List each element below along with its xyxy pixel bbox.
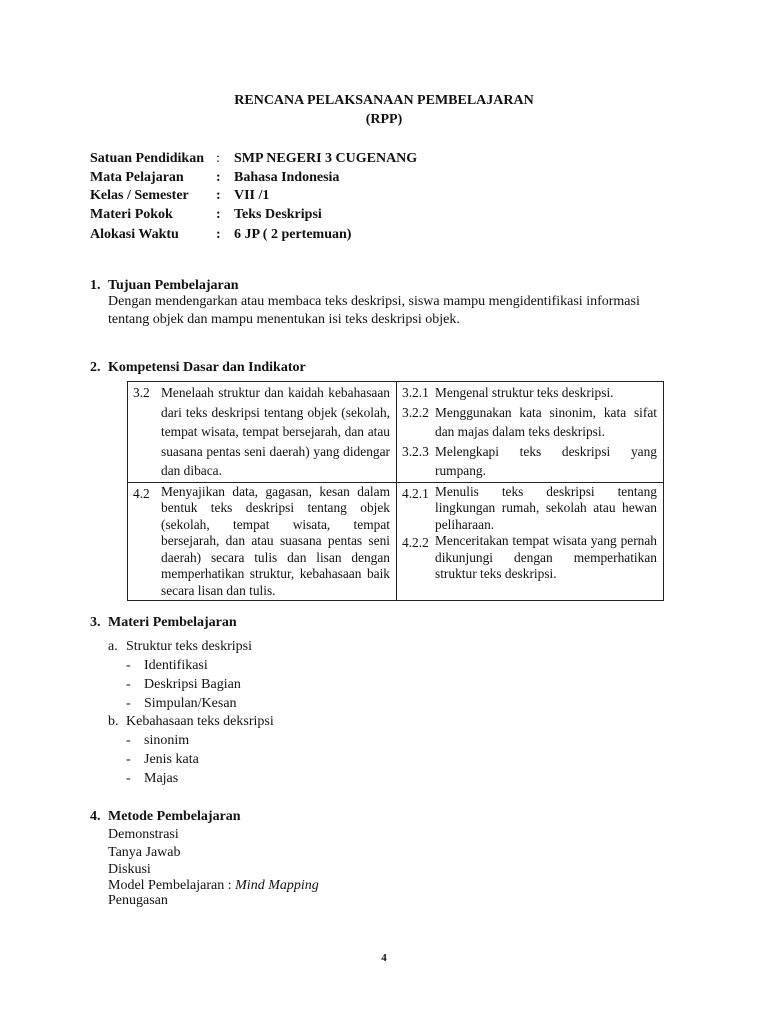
identity-colon: : [216, 151, 220, 166]
section-title: Kompetensi Dasar dan Indikator [108, 360, 306, 375]
list-text: Simpulan/Kesan [144, 696, 237, 711]
indicator-text: Menggunakan kata sinonim, kata sifat dan majas dalam teks deskripsi. [435, 404, 657, 439]
indicator-number: 4.2.1 [402, 485, 429, 501]
identity-value: SMP NEGERI 3 CUGENANG [234, 151, 418, 166]
identity-colon: : [216, 207, 221, 222]
section-title: Tujuan Pembelajaran [108, 278, 239, 293]
indicator-cell [397, 382, 664, 483]
identity-row-satuan [90, 150, 690, 169]
bullet-dash: - [126, 771, 131, 786]
model-label: Model Pembelajaran : [108, 878, 236, 893]
list-key: a. [108, 639, 118, 654]
metode-item: Tanya Jawab [108, 845, 181, 860]
identity-row-mapel [90, 169, 690, 188]
section-number: 3. [90, 615, 101, 630]
identity-value: Teks Deskripsi [234, 207, 322, 222]
indicator-text: Melengkapi teks deskripsi yang rumpang. [435, 443, 657, 478]
identity-row-alokasi [90, 226, 690, 245]
table-row [128, 482, 664, 601]
identity-label: Alokasi Waktu [90, 227, 179, 242]
indicator-number: 3.2.2 [402, 404, 429, 420]
kd-number: 4.2 [133, 485, 150, 501]
list-text: Jenis kata [144, 752, 199, 767]
indicator-number: 3.2.1 [402, 385, 429, 400]
kd-text: Menyajikan data, gagasan, kesan dalam bentuk teks deskripsi tentang objek (sekolah, tempat wisata, tempat bersejarah, dan atau suasana pentas seni daerah) secara tulis dan lisan dengan memperhatikan struktur, kebahasaan baik secara lisan dan tulis. [161, 483, 390, 598]
bullet-dash: - [126, 733, 131, 748]
metode-item: Demonstrasi [108, 827, 179, 842]
bullet-dash: - [126, 752, 131, 767]
kompetensi-table [127, 381, 664, 601]
model-value: Mind Mapping [235, 878, 319, 893]
identity-row-materi [90, 206, 690, 225]
identity-colon: : [216, 170, 221, 185]
section-number: 2. [90, 360, 101, 375]
kd-cell [128, 482, 397, 601]
identity-colon: : [216, 188, 221, 203]
table-row [128, 382, 664, 483]
indicator-item [402, 383, 657, 403]
identity-label: Materi Pokok [90, 207, 173, 222]
section-title: Materi Pembelajaran [108, 615, 237, 630]
indicator-item [402, 484, 657, 534]
list-text: Struktur teks deskripsi [126, 639, 252, 654]
kd-text: Menelaah struktur dan kaidah kebahasaan dari teks deskripsi tentang objek (sekolah, tempat wisata, tempat bersejarah, dan atau suasana pentas seni daerah) yang didengar dan dibaca. [161, 385, 390, 478]
indicator-text: Menceritakan tempat wisata yang pernah dikunjungi dengan memperhatikan struktur teks deskripsi. [435, 533, 657, 581]
document-title: RENCANA PELAKSANAAN PEMBELAJARAN [234, 93, 534, 108]
identity-value: 6 JP ( 2 pertemuan) [234, 227, 352, 242]
list-text: sinonim [144, 733, 190, 748]
section-number: 1. [90, 278, 101, 293]
identity-label: Mata Pelajaran [90, 170, 184, 185]
page-number: 4 [381, 952, 387, 964]
metode-item: Penugasan [108, 893, 168, 908]
indicator-number: 3.2.3 [402, 443, 429, 459]
indicator-cell [397, 482, 664, 601]
metode-item: Diskusi [108, 862, 151, 877]
list-text: Identifikasi [144, 658, 208, 673]
bullet-dash: - [126, 696, 131, 711]
list-text: Deskripsi Bagian [144, 677, 241, 692]
bullet-dash: - [126, 677, 131, 692]
kd-cell [128, 382, 397, 483]
identity-label: Satuan Pendidikan [90, 151, 204, 166]
indicator-item [402, 533, 657, 583]
indicator-item [402, 442, 657, 481]
tujuan-paragraph: Dengan mendengarkan atau membaca teks deskripsi, siswa mampu mengidentifikasi informasi tentang objek dan mampu menentukan isi teks deskripsi objek. [108, 294, 640, 327]
identity-value: VII /1 [234, 188, 270, 203]
indicator-number: 4.2.2 [402, 535, 429, 550]
indicator-item [402, 403, 657, 442]
section-number: 4. [90, 809, 101, 824]
identity-colon: : [216, 227, 221, 242]
bullet-dash: - [126, 658, 131, 673]
list-text: Kebahasaan teks deksripsi [126, 714, 274, 729]
indicator-text: Menulis teks deskripsi tentang lingkungan rumah, sekolah atau hewan peliharaan. [435, 483, 657, 532]
identity-row-kelas [90, 187, 690, 206]
identity-value: Bahasa Indonesia [234, 170, 340, 185]
list-key: b. [108, 714, 119, 729]
identity-label: Kelas / Semester [90, 188, 189, 203]
document-subtitle: (RPP) [365, 112, 403, 127]
section-title: Metode Pembelajaran [108, 809, 241, 824]
indicator-text: Mengenal struktur teks deskripsi. [435, 385, 614, 400]
kd-number: 3.2 [133, 385, 150, 400]
list-text: Majas [144, 771, 179, 786]
